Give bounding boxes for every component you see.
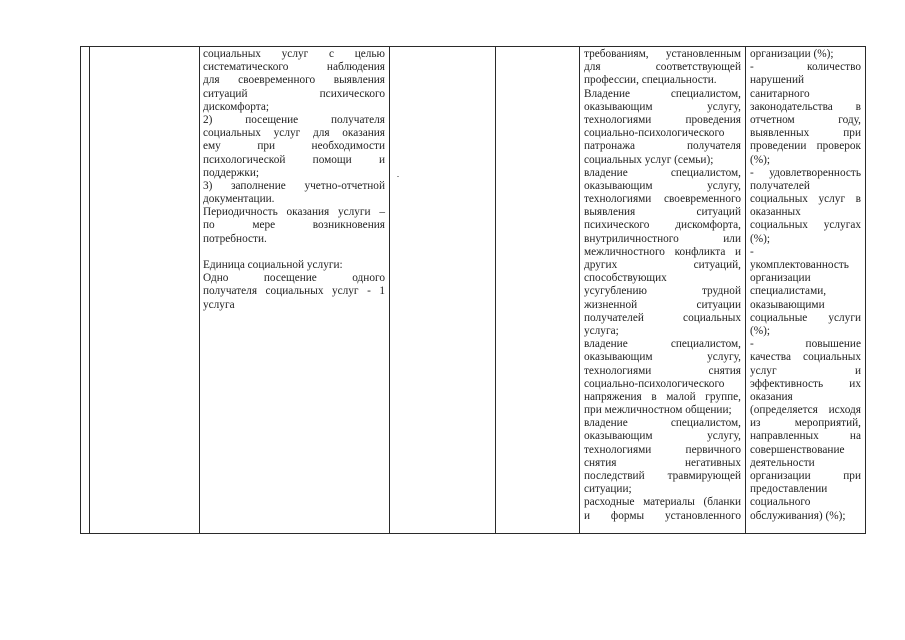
text-line: Периодичность оказания услуги – [203, 206, 385, 219]
text-line: Одно посещение одного [203, 272, 385, 285]
text-line: способствующих [584, 272, 667, 285]
scan-speck [397, 176, 399, 177]
text-line: социальные услуги [750, 311, 861, 324]
text-line: социальных услуг (семьи); [584, 153, 714, 166]
text-line: законодательства в [750, 100, 861, 113]
text-line: (определяется исходя [750, 404, 861, 417]
text-line: оказывающим услугу, [584, 100, 741, 113]
text-line: - повышение [750, 338, 861, 351]
text-line: владение специалистом, [584, 166, 741, 179]
text-line: оказания [750, 390, 793, 403]
text-line: технологиями первичного [584, 443, 741, 456]
text-line: ему при необходимости [203, 140, 385, 153]
text-line: выявленных при [750, 127, 861, 140]
text-line: расходные материалы (бланки [584, 496, 741, 509]
text-line: - количество [750, 61, 861, 74]
text-line: патронажа получателя [584, 140, 741, 153]
text-line: поддержки; [203, 166, 260, 179]
text-line: качества социальных [750, 351, 861, 364]
text-line: эффективность их [750, 377, 861, 390]
text-line: социального [750, 496, 811, 509]
text-line: социальных услугах [750, 219, 861, 232]
text-line: последствий травмирующей [584, 470, 741, 482]
text-line: снятия негативных [584, 456, 741, 469]
quality-indicators-cell [750, 48, 861, 523]
column-divider-1 [89, 47, 90, 533]
text-line: социально-психологического [584, 127, 725, 140]
text-line: потребности. [203, 232, 267, 245]
text-line: деятельности [750, 456, 815, 469]
text-line: внутриличностного или [584, 232, 741, 245]
text-line: социальных услуг в [750, 193, 861, 206]
text-line: получателей социальных [584, 311, 741, 324]
text-line: оказывающими [750, 298, 825, 311]
text-line: по мере возникновения [203, 219, 385, 232]
text-line: и формы установленного [584, 509, 741, 522]
text-line: требованиям, установленным [584, 48, 741, 60]
column-divider-4 [495, 47, 496, 533]
text-line: услуга [203, 298, 235, 311]
text-line: ситуаций психического [203, 87, 385, 100]
text-line: владение специалистом, [584, 417, 741, 430]
text-line: (%); [750, 153, 771, 166]
text-line: санитарного [750, 87, 810, 100]
text-line: выявления ситуаций [584, 206, 741, 219]
text-line: организации при [750, 470, 861, 482]
text-line: владение специалистом, [584, 338, 741, 351]
text-line: психического дискомфорта, [584, 219, 741, 232]
text-line: проведении проверок [750, 140, 861, 153]
text-line: Единица социальной услуги: [203, 259, 343, 271]
text-line: технологиями своевременного [584, 193, 741, 206]
text-line: технологиями снятия [584, 364, 741, 377]
service-conditions-cell [584, 48, 741, 523]
text-line: специалистами, [750, 285, 827, 298]
services-table [80, 46, 866, 534]
text-line: социально-психологического [584, 377, 725, 390]
text-line [203, 246, 385, 259]
column-divider-6 [745, 47, 746, 533]
text-line: - [750, 245, 754, 258]
text-line: психологической помощи и [203, 153, 385, 166]
text-line: для своевременного выявления [203, 74, 385, 87]
text-line: оказанных [750, 206, 801, 219]
text-line: дискомфорта; [203, 100, 269, 113]
text-line: совершенствование [750, 443, 845, 456]
text-line: (%); [750, 324, 771, 337]
text-line: обслуживания) (%); [750, 509, 846, 522]
service-content-cell [203, 48, 385, 312]
text-line: из мероприятий, [750, 417, 861, 430]
text-line: напряжения в малой группе, [584, 390, 741, 403]
text-line: организации [750, 272, 811, 285]
text-line: оказывающим услугу, [584, 179, 741, 192]
text-line: предоставлении [750, 483, 828, 496]
text-line: межличностного конфликта и [584, 245, 741, 258]
text-line: организации (%); [750, 48, 834, 60]
text-line: оказывающим услугу, [584, 430, 741, 443]
text-line: услуг и [750, 364, 861, 377]
text-line: других ситуаций, [584, 259, 741, 271]
text-line: систематического наблюдения [203, 61, 385, 74]
text-line: ситуации; [584, 483, 632, 496]
text-line: получателей [750, 179, 810, 192]
text-line: технологиями проведения [584, 113, 741, 126]
text-line: социальных услуг с целью [203, 48, 385, 60]
text-line: при межличностном общении; [584, 404, 732, 417]
text-line: направленных на [750, 430, 861, 443]
text-line: укомплектованность [750, 259, 849, 271]
text-line: документации. [203, 193, 275, 206]
column-divider-5 [579, 47, 580, 533]
column-divider-3 [389, 47, 390, 533]
text-line: оказывающим услугу, [584, 351, 741, 364]
text-line: Владение специалистом, [584, 87, 741, 100]
text-line: нарушений [750, 74, 805, 87]
text-line: социальных услуг для оказания [203, 127, 385, 140]
text-line: 2) посещение получателя [203, 113, 385, 126]
text-line: жизненной ситуации [584, 298, 741, 311]
text-line: для соответствующей [584, 61, 741, 74]
text-line: отчетном году, [750, 113, 861, 126]
text-line: 3) заполнение учетно-отчетной [203, 179, 385, 192]
text-line: (%); [750, 232, 771, 245]
text-line: профессии, специальности. [584, 74, 717, 87]
text-line: получателя социальных услуг - 1 [203, 285, 385, 298]
text-line: усугублению трудной [584, 285, 741, 298]
text-line: - удовлетворенность [750, 166, 861, 179]
text-line: услуга; [584, 324, 619, 337]
column-divider-2 [199, 47, 200, 533]
